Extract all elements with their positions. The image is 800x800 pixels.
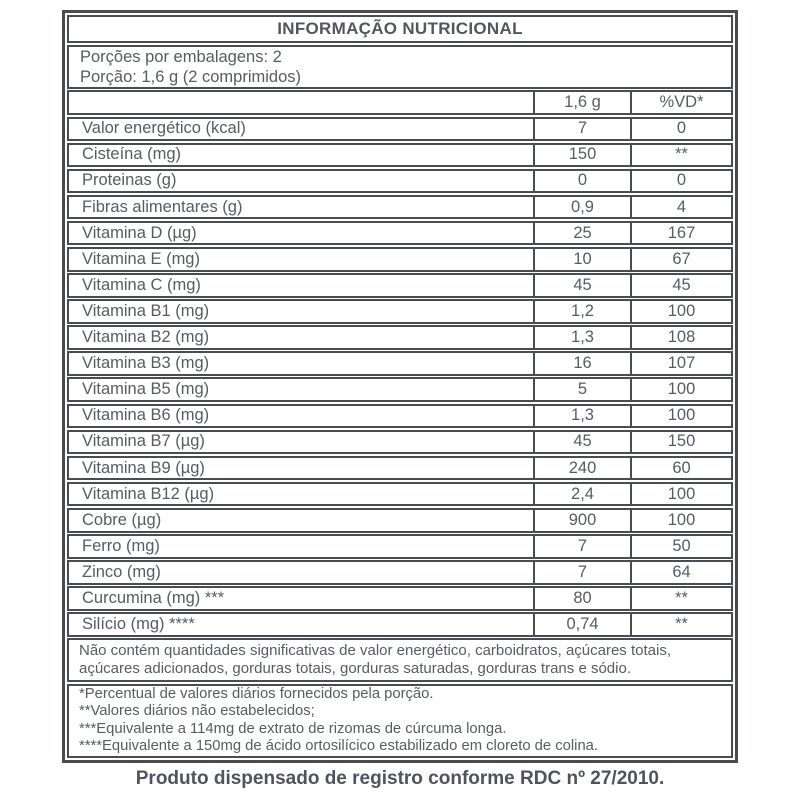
nutrient-name: Cobre (µg) [82, 510, 162, 529]
nutrient-dv-percent: 100 [630, 510, 731, 531]
nutrient-dv-percent: 150 [630, 432, 731, 453]
table-row [67, 351, 733, 376]
nutrient-amount: 0 [533, 171, 630, 192]
nutrient-name: Vitamina B5 (mg) [82, 380, 210, 399]
nutrient-amount: 80 [533, 588, 630, 609]
nutrient-dv-percent: 167 [630, 223, 731, 244]
table-row [67, 273, 733, 298]
nutrient-name: Vitamina B1 (mg) [82, 301, 210, 320]
nutrient-amount: 900 [533, 510, 630, 531]
nutrient-name: Vitamina C (mg) [82, 275, 201, 294]
nutrient-name: Vitamina B3 (mg) [82, 354, 210, 373]
nutrient-dv-percent: 4 [630, 197, 731, 218]
nutrient-amount: 150 [533, 145, 630, 166]
nutrient-dv-percent: 50 [630, 536, 731, 557]
nutrient-name: Fibras alimentares (g) [82, 197, 243, 216]
nutrient-amount: 7 [533, 562, 630, 583]
nutrient-dv-percent: 45 [630, 275, 731, 296]
nutrient-name: Valor energético (kcal) [82, 119, 246, 138]
nutrient-dv-percent: 60 [630, 458, 731, 479]
nutrient-name: Proteinas (g) [82, 171, 177, 190]
nutrient-dv-percent: 108 [630, 327, 731, 348]
column-header-row [67, 90, 733, 115]
nutrient-amount: 5 [533, 379, 630, 400]
nutrient-dv-percent: 100 [630, 301, 731, 322]
table-row [67, 195, 733, 220]
table-row [67, 117, 733, 142]
nutrient-name: Vitamina B2 (mg) [82, 328, 210, 347]
table-row [67, 534, 733, 559]
header-dv: %VD* [630, 92, 731, 113]
table-row [67, 560, 733, 585]
table-row [67, 456, 733, 481]
nutrient-name: Cisteína (mg) [82, 145, 182, 164]
table-row [67, 612, 733, 637]
nutrient-amount: 7 [533, 536, 630, 557]
footnote-line: ***Equivalente a 114mg de extrato de rizomas de cúrcuma longa. [79, 720, 507, 737]
header-empty-cell [69, 92, 533, 113]
nutrient-name: Ferro (mg) [82, 536, 160, 555]
nutrient-dv-percent: 100 [630, 406, 731, 427]
registration-exemption-note: Produto dispensado de registro conforme RDC nº 27/2010. [135, 768, 665, 789]
nutrient-dv-percent: 107 [630, 353, 731, 374]
nutrient-dv-percent: 0 [630, 171, 731, 192]
nutrient-name: Vitamina B6 (mg) [82, 406, 210, 425]
table-row [67, 430, 733, 455]
footnotes-box [67, 684, 733, 758]
no-significant-text: Não contém quantidades significativas de valor energético, carboidratos, açúcares totais, açúcares adicionados, gorduras totais, gorduras saturadas, gorduras trans e sódio. [79, 642, 671, 678]
table-row [67, 247, 733, 272]
nutrient-dv-percent: ** [630, 145, 731, 166]
serving-info-box [67, 45, 733, 89]
nutrient-dv-percent: 0 [630, 119, 731, 140]
nutrient-name: Silício (mg) **** [82, 615, 195, 634]
nutrient-amount: 1,3 [533, 327, 630, 348]
label-title: INFORMAÇÃO NUTRICIONAL [277, 19, 523, 38]
nutrient-amount: 240 [533, 458, 630, 479]
nutrient-amount: 16 [533, 353, 630, 374]
table-row [67, 404, 733, 429]
nutrient-dv-percent: 100 [630, 379, 731, 400]
nutrient-dv-percent: 100 [630, 484, 731, 505]
table-row [67, 221, 733, 246]
label-title-box [67, 15, 733, 43]
nutrient-amount: 1,3 [533, 406, 630, 427]
nutrient-amount: 45 [533, 432, 630, 453]
nutrient-amount: 0,9 [533, 197, 630, 218]
nutrition-facts-label [62, 10, 738, 763]
nutrient-name: Vitamina B12 (µg) [82, 484, 215, 503]
footnote-line: ****Equivalente a 150mg de ácido ortosilícico estabilizado em cloreto de colina. [79, 738, 599, 755]
table-row [67, 143, 733, 168]
nutrient-amount: 25 [533, 223, 630, 244]
nutrient-name: Vitamina B7 (µg) [82, 432, 205, 451]
no-significant-quantities-note [67, 638, 733, 682]
table-row [67, 586, 733, 611]
nutrient-amount: 1,2 [533, 301, 630, 322]
table-row [67, 377, 733, 402]
table-row [67, 325, 733, 350]
table-row [67, 169, 733, 194]
footnote-line: **Valores diários não estabelecidos; [79, 703, 315, 720]
nutrient-name: Vitamina E (mg) [82, 249, 200, 268]
servings-per-package: Porções por embalagens: 2 [80, 47, 282, 66]
nutrient-dv-percent: 64 [630, 562, 731, 583]
nutrient-amount: 45 [533, 275, 630, 296]
nutrient-dv-percent: ** [630, 588, 731, 609]
header-amount: 1,6 g [533, 92, 630, 113]
nutrient-amount: 10 [533, 249, 630, 270]
footnote-line: *Percentual de valores diários fornecidos pela porção. [79, 685, 434, 702]
nutrient-dv-percent: 67 [630, 249, 731, 270]
serving-size: Porção: 1,6 g (2 comprimidos) [80, 67, 302, 86]
nutrient-amount: 0,74 [533, 614, 630, 635]
nutrient-name: Vitamina D (µg) [82, 223, 197, 242]
nutrient-amount: 2,4 [533, 484, 630, 505]
nutrient-name: Vitamina B9 (µg) [82, 458, 205, 477]
table-row [67, 482, 733, 507]
nutrient-dv-percent: ** [630, 614, 731, 635]
nutrient-name: Zinco (mg) [82, 562, 161, 581]
nutrient-amount: 7 [533, 119, 630, 140]
table-row [67, 508, 733, 533]
table-row [67, 299, 733, 324]
nutrient-name: Curcumina (mg) *** [82, 588, 225, 607]
